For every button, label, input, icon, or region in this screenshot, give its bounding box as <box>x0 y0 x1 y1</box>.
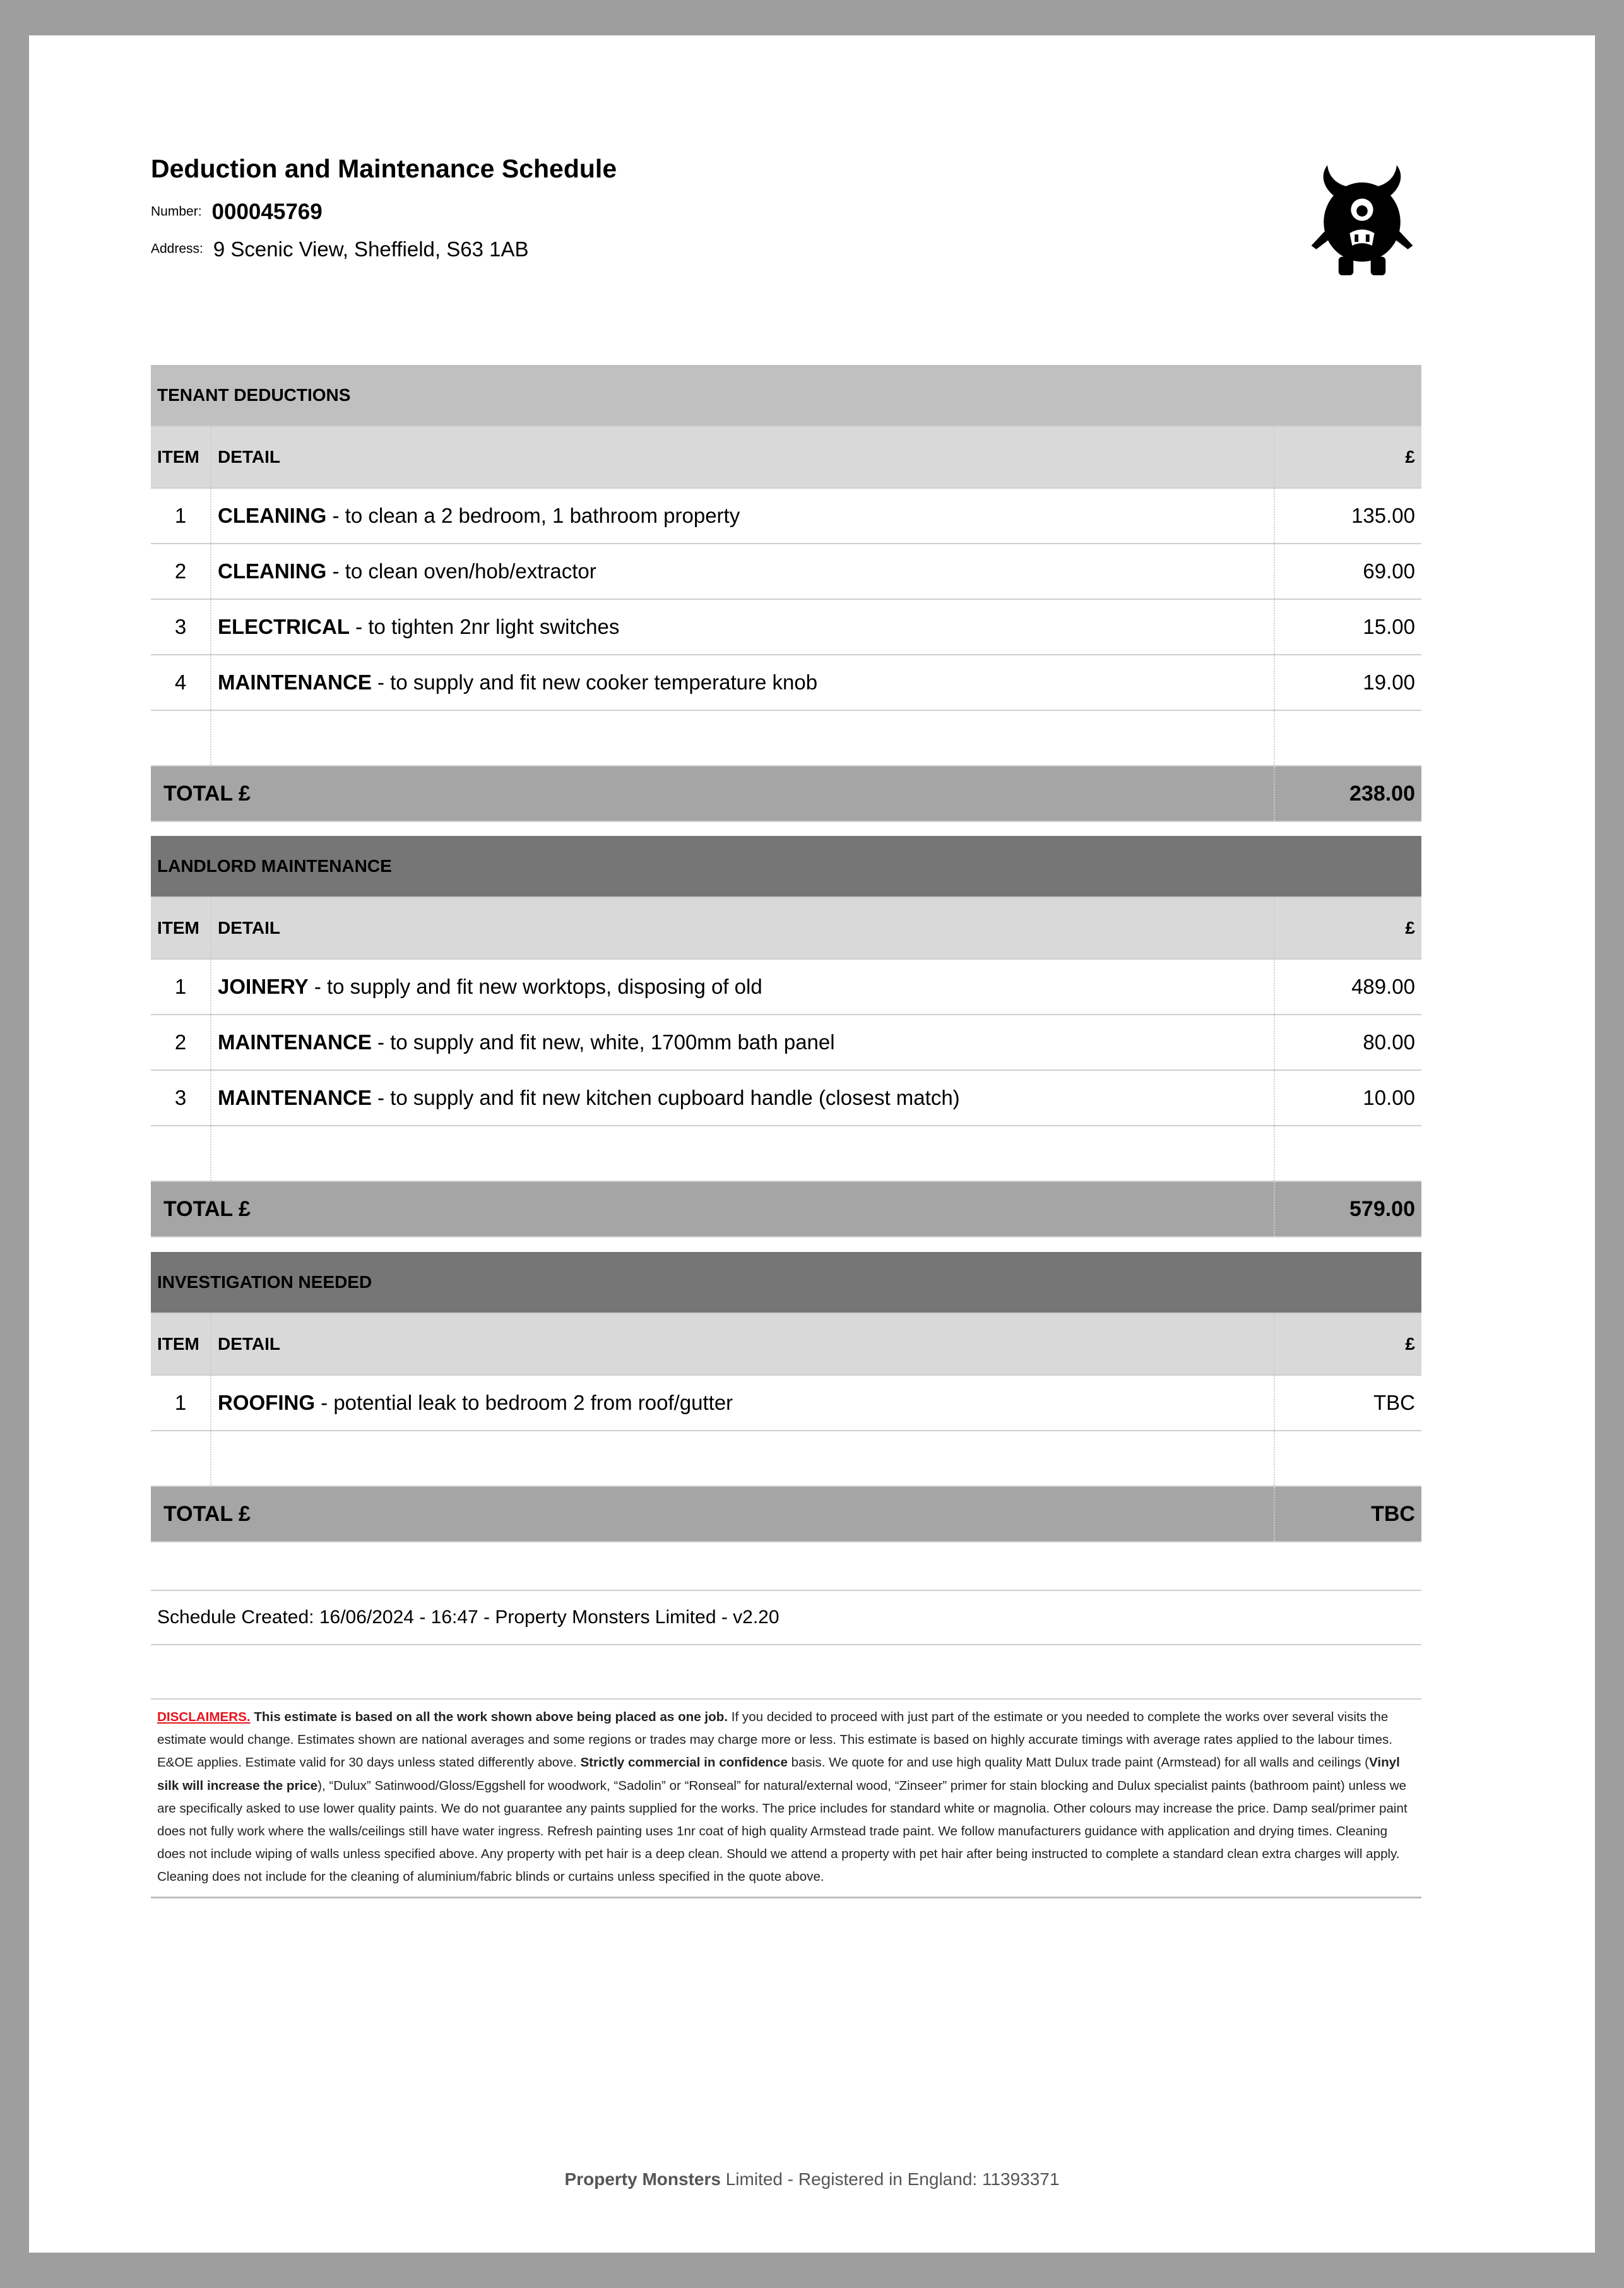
table-row <box>151 599 1421 655</box>
total-label: TOTAL £ <box>151 1181 1274 1237</box>
property-address: 9 Scenic View, Sheffield, S63 1AB <box>213 237 529 261</box>
col-item: ITEM <box>151 426 211 488</box>
col-amount: £ <box>1274 897 1421 959</box>
disclaimer-body-2: basis. We quote for and use high quality Matt Dulux trade paint (Armstead) for all walls and ceilings ( <box>787 1755 1369 1770</box>
company-name: Property Monsters <box>564 2169 721 2189</box>
row-category: JOINERY <box>218 975 309 998</box>
investigation-needed-table <box>151 1252 1421 1542</box>
blank-row <box>151 710 1421 766</box>
blank-row <box>151 1645 1421 1699</box>
disclaimer-body-1: If you decided to proceed with just part of the estimate or you needed to complete the works over several visits the estimate would change. Estimates shown are national averages and some regions or trades may charge more or less. This estimate is based on highly accurate timings with average rates applied to the labour times. E&OE applies. Estimate valid for 30 days unless stated differently above. <box>157 1710 1393 1770</box>
row-amount: 69.00 <box>1274 544 1421 599</box>
row-text: - to tighten 2nr light switches <box>350 615 620 638</box>
row-category: ROOFING <box>218 1391 315 1414</box>
total-row <box>151 1486 1421 1542</box>
row-category: MAINTENANCE <box>218 1030 372 1054</box>
row-text: - to supply and fit new, white, 1700mm bath panel <box>371 1030 835 1054</box>
row-amount: 135.00 <box>1274 488 1421 544</box>
row-item: 1 <box>151 1375 211 1431</box>
row-item: 3 <box>151 599 211 655</box>
schedule-created: Schedule Created: 16/06/2024 - 16:47 - Property Monsters Limited - v2.20 <box>151 1590 1421 1645</box>
total-row <box>151 1181 1421 1237</box>
row-item: 4 <box>151 655 211 710</box>
row-category: ELECTRICAL <box>218 615 350 638</box>
row-amount: 15.00 <box>1274 599 1421 655</box>
company-registration: Limited - Registered in England: 11393371 <box>720 2169 1060 2189</box>
row-detail <box>211 599 1274 655</box>
row-category: CLEANING <box>218 504 327 527</box>
row-amount: 489.00 <box>1274 959 1421 1015</box>
col-amount: £ <box>1274 1313 1421 1375</box>
row-text: - to supply and fit new worktops, disposing of old <box>308 975 762 998</box>
col-detail: DETAIL <box>211 1313 1274 1375</box>
schedule-number: 000045769 <box>211 200 323 224</box>
row-amount: 10.00 <box>1274 1070 1421 1126</box>
landlord-maintenance-table <box>151 836 1421 1237</box>
row-text: - potential leak to bedroom 2 from roof/gutter <box>315 1391 733 1414</box>
table-row <box>151 1015 1421 1070</box>
disclaimer-body-3: ), “Dulux” Satinwood/Gloss/Eggshell for woodwork, “Sadolin” or “Ronseal” for natural/external wood, “Zinseer” primer for stain blocking and Dulux specialist paints (bathroom paint) unless we are specifically asked to use lower quality paints. We do not guarantee any paints supplied for the works. The price includes for standard white or magnolia. Other colours may increase the price. Damp seal/primer paint does not fully work where the walls/ceilings still have water ingress. Refresh painting uses 1nr coat of high quality Armstead trade paint. We follow manufacturers guidance with application and drying times. Cleaning does not include wiping of walls unless specified above. Any property with pet hair is a deep clean. Should we attend a property with pet hair after being instructed to complete a standard clean extra charges will apply. Cleaning does not include for the cleaning of aluminium/fabric blinds or curtains unless specified in the quote above. <box>157 1778 1408 1885</box>
row-category: MAINTENANCE <box>218 1086 372 1109</box>
row-detail <box>211 1070 1274 1126</box>
col-item: ITEM <box>151 1313 211 1375</box>
row-detail <box>211 1015 1274 1070</box>
row-detail <box>211 959 1274 1015</box>
disclaimer-lead: This estimate is based on all the work shown above being placed as one job. <box>250 1710 728 1724</box>
section-title: LANDLORD MAINTENANCE <box>151 836 1421 897</box>
page-title: Deduction and Maintenance Schedule <box>151 154 617 183</box>
row-item: 1 <box>151 959 211 1015</box>
number-label: Number: <box>151 204 202 219</box>
row-item: 1 <box>151 488 211 544</box>
disclaimer-text <box>151 1699 1421 1897</box>
row-amount: 19.00 <box>1274 655 1421 710</box>
address-label: Address: <box>151 241 203 256</box>
address-line <box>151 237 528 261</box>
section-title: INVESTIGATION NEEDED <box>151 1252 1421 1313</box>
schedule-footer <box>151 1537 1421 1898</box>
total-amount: 579.00 <box>1274 1181 1421 1237</box>
row-amount: TBC <box>1274 1375 1421 1431</box>
blank-row <box>151 1537 1421 1590</box>
monster-logo <box>1300 153 1424 277</box>
col-amount: £ <box>1274 426 1421 488</box>
row-category: CLEANING <box>218 559 327 583</box>
total-label: TOTAL £ <box>151 766 1274 821</box>
disclaimer-title: DISCLAIMERS. <box>157 1710 251 1724</box>
row-detail <box>211 488 1274 544</box>
disclaimer-bold-1: Strictly commercial in confidence <box>580 1755 788 1770</box>
col-item: ITEM <box>151 897 211 959</box>
row-text: - to clean oven/hob/extractor <box>326 559 596 583</box>
col-detail: DETAIL <box>211 897 1274 959</box>
row-text: - to supply and fit new kitchen cupboard handle (closest match) <box>371 1086 960 1109</box>
col-detail: DETAIL <box>211 426 1274 488</box>
disclaimer-bold-2: Vinyl silk will increase the price <box>157 1755 1400 1793</box>
blank-row <box>151 1126 1421 1181</box>
table-row <box>151 1070 1421 1126</box>
total-row <box>151 766 1421 821</box>
section-title: TENANT DEDUCTIONS <box>151 365 1421 426</box>
table-row <box>151 1375 1421 1431</box>
table-row <box>151 544 1421 599</box>
blank-row <box>151 1431 1421 1486</box>
table-row <box>151 488 1421 544</box>
row-detail <box>211 1375 1274 1431</box>
row-item: 2 <box>151 544 211 599</box>
row-item: 2 <box>151 1015 211 1070</box>
row-category: MAINTENANCE <box>218 670 372 694</box>
total-label: TOTAL £ <box>151 1486 1274 1542</box>
table-row <box>151 959 1421 1015</box>
company-footer <box>0 2169 1624 2190</box>
row-text: - to clean a 2 bedroom, 1 bathroom property <box>326 504 740 527</box>
row-detail <box>211 655 1274 710</box>
row-detail <box>211 544 1274 599</box>
row-text: - to supply and fit new cooker temperature knob <box>371 670 818 694</box>
number-line <box>151 200 323 225</box>
table-row <box>151 655 1421 710</box>
total-amount: 238.00 <box>1274 766 1421 821</box>
tenant-deductions-table <box>151 365 1421 822</box>
total-amount: TBC <box>1274 1486 1421 1542</box>
row-item: 3 <box>151 1070 211 1126</box>
row-amount: 80.00 <box>1274 1015 1421 1070</box>
